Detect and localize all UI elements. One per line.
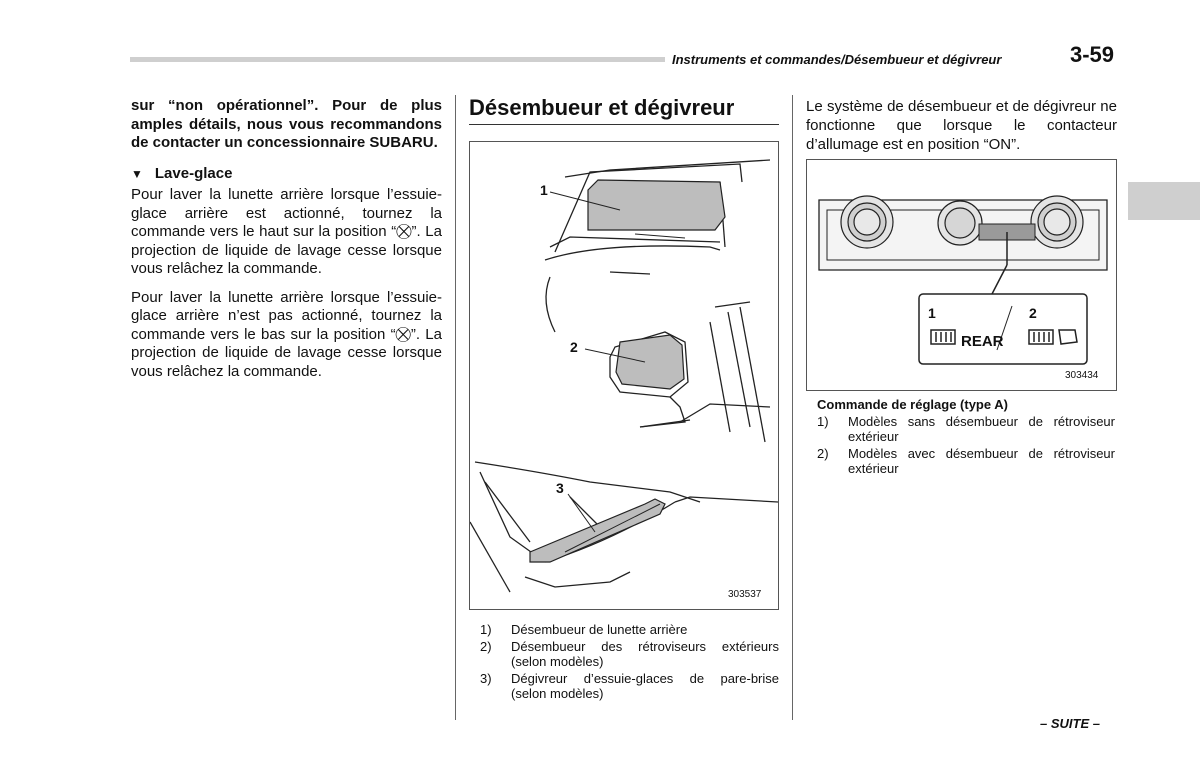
figure-code: 303537: [728, 589, 762, 600]
car-illustration: [470, 142, 778, 609]
intro-paragraph: sur “non opérationnel”. Pour de plus amples détails, nous vous recommandons de contacter un concessionnaire SUBARU.: [131, 97, 442, 151]
continued-marker: – SUITE –: [1040, 716, 1100, 731]
wiper-deicer-area: [530, 499, 665, 562]
rear-defogger-area: [588, 180, 725, 230]
caption-title: Commande de réglage (type A): [817, 397, 1008, 412]
caption-row: 1) Désembueur de lunette arrière: [480, 622, 688, 637]
header-rule: [130, 57, 665, 62]
column-divider: [792, 95, 793, 720]
defogger-figure: [469, 141, 779, 610]
figure-code: 303434: [1065, 370, 1099, 381]
figure-captions: [480, 622, 779, 703]
caption-row: 3) Dégivreur d’essuie-glaces de pare-brise (selon modèles): [480, 671, 779, 701]
section-title: Instruments et commandes/Désembueur et dégivreur: [672, 52, 1002, 67]
page-number: 3-59: [1070, 42, 1115, 67]
callout-3: 3: [556, 480, 564, 496]
subheading-label: Lave-glace: [154, 164, 233, 182]
heading-rule: [469, 124, 779, 125]
callout-2: 2: [570, 339, 578, 355]
subheading: [131, 165, 442, 184]
caption-row: 2) Désembueur des rétroviseurs extérieurs (selon modèles): [480, 639, 779, 669]
callout-1: 1: [540, 182, 548, 198]
caption-row: 1) Modèles sans désembueur de rétroviseur extérieur: [817, 414, 1115, 444]
control-panel-illustration: [807, 160, 1116, 390]
callout-box: [919, 294, 1087, 364]
column-divider: [455, 95, 456, 720]
control-panel-figure: [806, 159, 1117, 391]
chapter-tab: [1128, 182, 1200, 220]
rear-button-label: REAR: [961, 333, 1004, 350]
mirror-defogger-area: [616, 335, 684, 389]
system-note-paragraph: Le système de désembueur et de dégivreur ne fonctionne que lorsque le contacteur d’allumage est en position “ON”.: [806, 98, 1117, 153]
left-column: [131, 97, 442, 391]
triangle-bullet-icon: ▼: [131, 166, 143, 181]
washer-paragraph-1: Pour laver la lunette arrière lorsque l’essuie-glace arrière est actionné, tournez la commande vers le haut sur la position “⛒”. La projection de liquide de lavage cesse lorsque vous relâchez la commande.: [131, 186, 442, 277]
section-heading: Désembueur et dégivreur: [469, 95, 735, 120]
caption-row: 2) Modèles avec désembueur de rétroviseur extérieur: [817, 446, 1115, 476]
callout-1: 1: [928, 305, 936, 321]
washer-paragraph-2: Pour laver la lunette arrière lorsque l’essuie-glace arrière n’est pas actionné, tournez la commande vers le bas sur la position “⛒”. La projection de liquide de lavage cesse lorsque vous relâchez la commande.: [131, 288, 442, 380]
control-captions: [817, 397, 1115, 478]
callout-2: 2: [1029, 305, 1037, 321]
